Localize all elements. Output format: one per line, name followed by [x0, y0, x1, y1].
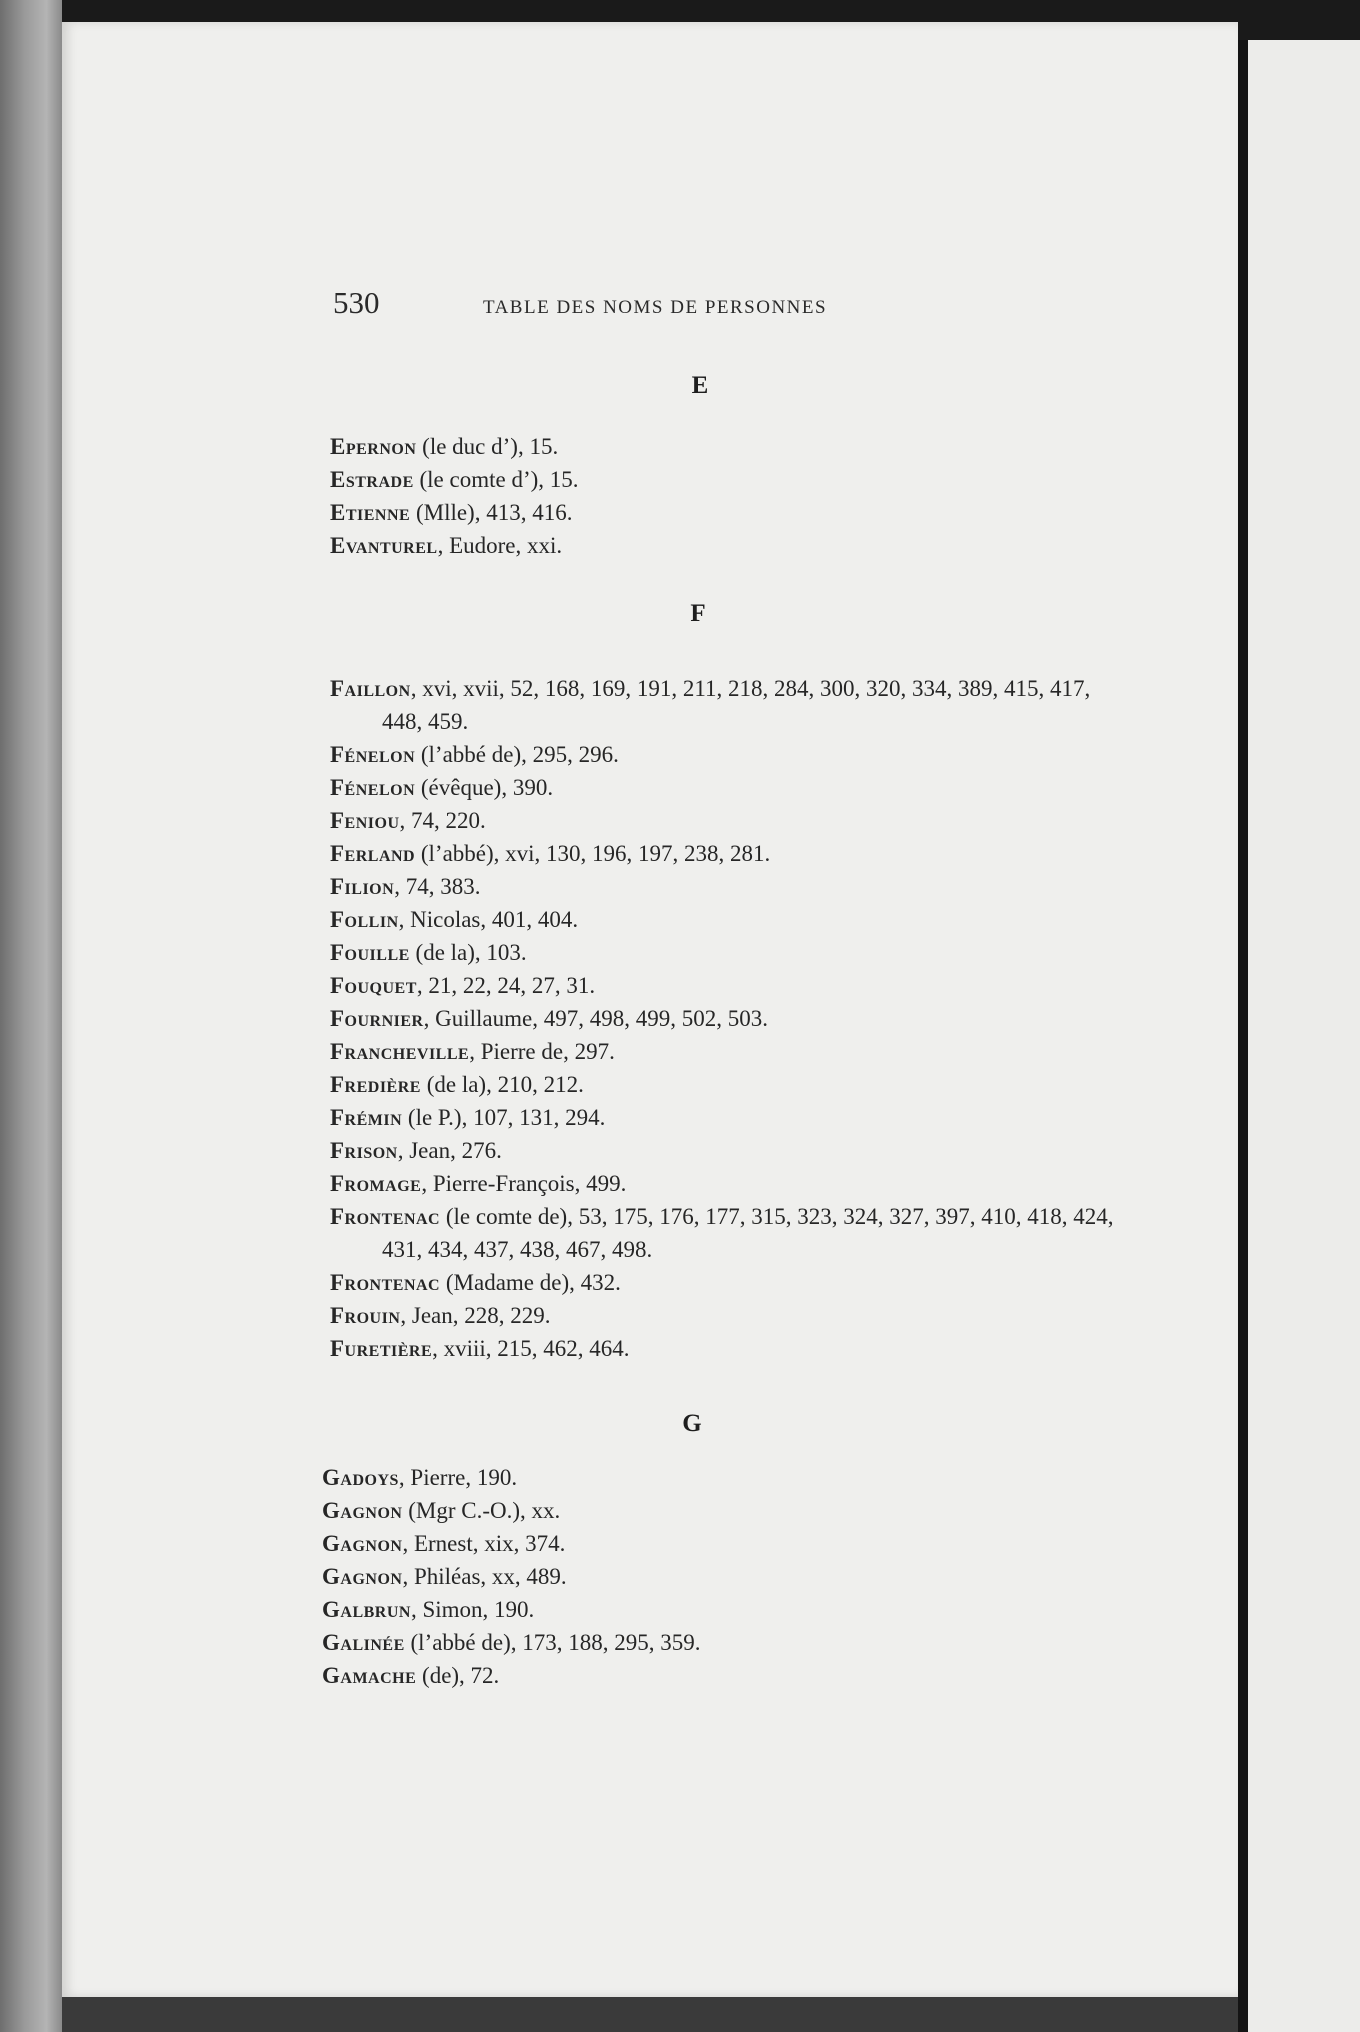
entry-name: Fouquet: [330, 973, 417, 998]
entry-references: (l’abbé de), 295, 296.: [415, 742, 619, 767]
entry-name: Gadoys: [322, 1465, 399, 1490]
index-entry: [330, 936, 1120, 969]
index-entry: [322, 1527, 1112, 1560]
entry-name: Evanturel: [330, 533, 438, 558]
index-entry: [330, 738, 1120, 771]
page-bottom-shadow: [62, 1997, 1238, 2032]
index-entry: [330, 870, 1120, 903]
entry-name: Francheville: [330, 1039, 470, 1064]
index-entry: [330, 1200, 1120, 1266]
index-entry: [322, 1593, 1112, 1626]
index-entry: [330, 1002, 1120, 1035]
index-entry: [330, 1134, 1120, 1167]
section-g-entries: [322, 1461, 1112, 1692]
entry-name: Estrade: [330, 467, 414, 492]
entry-name: Fénelon: [330, 742, 416, 767]
facing-page-edge: [1248, 40, 1360, 2032]
entry-name: Ferland: [330, 841, 416, 866]
entry-references: (de), 72.: [416, 1663, 500, 1688]
entry-name: Frontenac: [330, 1204, 441, 1229]
index-entry: [330, 1167, 1120, 1200]
index-entry: [330, 1266, 1120, 1299]
page-gutter: [1238, 40, 1248, 2032]
index-entry: [330, 672, 1120, 738]
entry-references: , Nicolas, 401, 404.: [398, 907, 579, 932]
entry-references: (le duc d’), 15.: [416, 434, 559, 459]
entry-references: , Simon, 190.: [410, 1597, 535, 1622]
index-entry: [330, 430, 1120, 463]
index-entry: [322, 1659, 1112, 1692]
index-entry: [322, 1494, 1112, 1527]
entry-name: Fouille: [330, 940, 410, 965]
entry-references: , Pierre de, 297.: [469, 1039, 615, 1064]
entry-references: , xviii, 215, 462, 464.: [432, 1336, 630, 1361]
entry-references: , 74, 220.: [399, 808, 486, 833]
entry-references: , xvi, xvii, 52, 168, 169, 191, 211, 218, 284, 300, 320, 334, 389, 415, 417, 448, 459.: [382, 676, 1091, 734]
entry-name: Fromage: [330, 1171, 422, 1196]
entry-name: Frison: [330, 1138, 398, 1163]
entry-name: Epernon: [330, 434, 417, 459]
entry-name: Gagnon: [322, 1531, 403, 1556]
entry-references: (l’abbé de), 173, 188, 295, 359.: [404, 1630, 701, 1655]
entry-references: (Mlle), 413, 416.: [410, 500, 573, 525]
entry-references: (le P.), 107, 131, 294.: [402, 1105, 606, 1130]
entry-references: , Pierre, 190.: [398, 1465, 518, 1490]
running-title: TABLE DES NOMS DE PERSONNES: [483, 297, 828, 318]
index-entry: [330, 1101, 1120, 1134]
entry-references: (évêque), 390.: [415, 775, 554, 800]
entry-name: Fredière: [330, 1072, 421, 1097]
entry-name: Furetière: [330, 1336, 433, 1361]
index-entry: [330, 837, 1120, 870]
entry-references: (Mgr C.-O.), xx.: [402, 1498, 561, 1523]
entry-name: Fournier: [330, 1006, 424, 1031]
entry-references: , Guillaume, 497, 498, 499, 502, 503.: [423, 1006, 768, 1031]
entry-name: Faillon: [330, 676, 411, 701]
entry-references: (de la), 210, 212.: [420, 1072, 584, 1097]
index-entry: [330, 771, 1120, 804]
entry-references: (le comte de), 53, 175, 176, 177, 315, 323, 324, 327, 397, 410, 418, 424, 431, 434, 437, 438, 467, 498.: [382, 1204, 1114, 1262]
entry-references: , Jean, 228, 229.: [400, 1303, 551, 1328]
section-letter-f: F: [690, 600, 706, 627]
entry-references: (l’abbé), xvi, 130, 196, 197, 238, 281.: [415, 841, 771, 866]
index-entry: [330, 804, 1120, 837]
index-entry: [330, 969, 1120, 1002]
index-entry: [322, 1461, 1112, 1494]
entry-references: (le comte d’), 15.: [413, 467, 579, 492]
section-letter-g: G: [682, 1410, 702, 1437]
entry-name: Frouin: [330, 1303, 401, 1328]
entry-references: , Ernest, xix, 374.: [402, 1531, 566, 1556]
entry-references: , Pierre-François, 499.: [421, 1171, 627, 1196]
index-entry: [322, 1626, 1112, 1659]
section-e-entries: [330, 430, 1120, 562]
entry-name: Galinée: [322, 1630, 405, 1655]
entry-references: , Philéas, xx, 489.: [402, 1564, 567, 1589]
entry-name: Galbrun: [322, 1597, 411, 1622]
index-entry: [330, 529, 1120, 562]
index-entry: [330, 903, 1120, 936]
entry-name: Filion: [330, 874, 395, 899]
index-entry: [322, 1560, 1112, 1593]
section-letter-e: E: [691, 372, 709, 399]
entry-references: , 21, 22, 24, 27, 31.: [416, 973, 596, 998]
book-left-edge: [0, 0, 62, 2032]
entry-name: Gamache: [322, 1663, 417, 1688]
entry-references: , 74, 383.: [394, 874, 481, 899]
index-entry: [330, 463, 1120, 496]
entry-references: (Madame de), 432.: [440, 1270, 621, 1295]
entry-name: Frontenac: [330, 1270, 441, 1295]
entry-references: , Eudore, xxi.: [437, 533, 563, 558]
entry-references: , Jean, 276.: [397, 1138, 502, 1163]
index-entry: [330, 1068, 1120, 1101]
entry-references: (de la), 103.: [409, 940, 527, 965]
index-entry: [330, 496, 1120, 529]
index-entry: [330, 1299, 1120, 1332]
entry-name: Frémin: [330, 1105, 403, 1130]
entry-name: Feniou: [330, 808, 400, 833]
index-entry: [330, 1035, 1120, 1068]
entry-name: Gagnon: [322, 1498, 403, 1523]
index-entry: [330, 1332, 1120, 1365]
entry-name: Fénelon: [330, 775, 416, 800]
entry-name: Follin: [330, 907, 399, 932]
entry-name: Gagnon: [322, 1564, 403, 1589]
page-number: 530: [333, 285, 380, 320]
entry-name: Etienne: [330, 500, 411, 525]
section-f-entries: [330, 672, 1120, 1365]
